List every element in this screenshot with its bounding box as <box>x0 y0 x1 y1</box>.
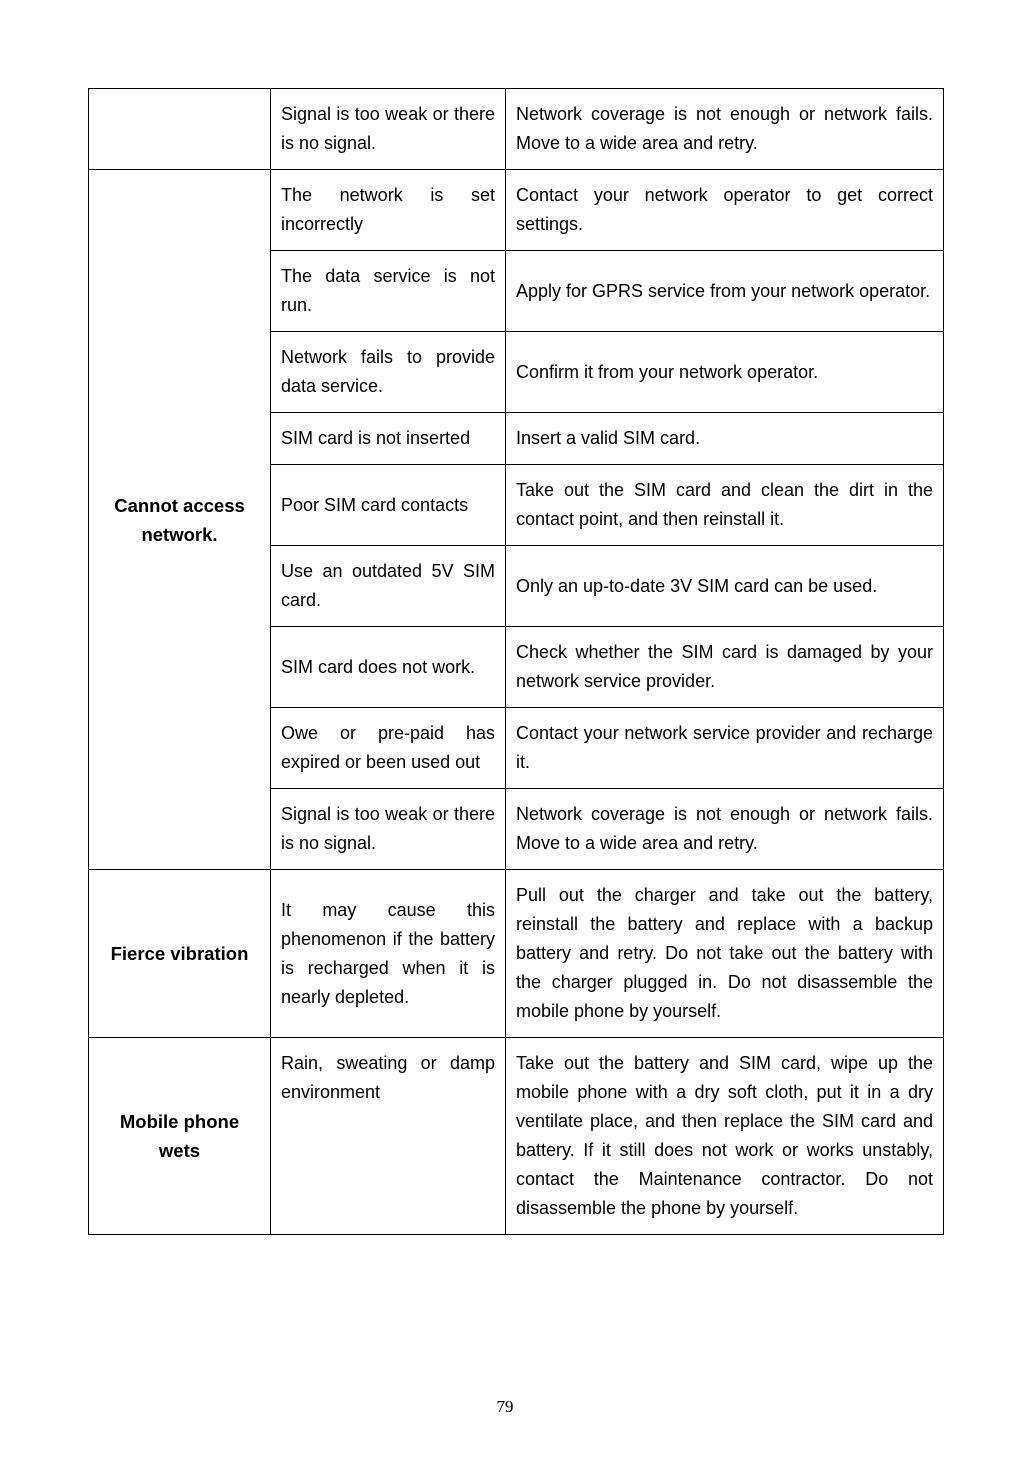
cause-cell: Use an outdated 5V SIM card. <box>271 546 506 627</box>
cause-cell: The data service is not run. <box>271 251 506 332</box>
table-row <box>89 870 944 1038</box>
solution-cell: Only an up-to-date 3V SIM card can be used. <box>506 546 944 627</box>
cause-cell: Signal is too weak or there is no signal. <box>271 789 506 870</box>
troubleshooting-table <box>88 88 944 1235</box>
solution-cell: Contact your network operator to get correct settings. <box>506 170 944 251</box>
cause-cell: Poor SIM card contacts <box>271 465 506 546</box>
solution-cell: Apply for GPRS service from your network operator. <box>506 251 944 332</box>
cause-cell: It may cause this phenomenon if the battery is recharged when it is nearly depleted. <box>271 870 506 1038</box>
solution-cell: Contact your network service provider and recharge it. <box>506 708 944 789</box>
table-row <box>89 89 944 170</box>
problem-cell: Fierce vibration <box>89 870 271 1038</box>
solution-cell: Take out the SIM card and clean the dirt in the contact point, and then reinstall it. <box>506 465 944 546</box>
problem-cell: Mobile phone wets <box>89 1038 271 1235</box>
cause-cell: Owe or pre-paid has expired or been used out <box>271 708 506 789</box>
cause-cell: SIM card is not inserted <box>271 413 506 465</box>
problem-cell: Cannot access network. <box>89 170 271 870</box>
cause-cell: Network fails to provide data service. <box>271 332 506 413</box>
table-row <box>89 170 944 251</box>
solution-cell: Insert a valid SIM card. <box>506 413 944 465</box>
cause-cell: Rain, sweating or damp environment <box>271 1038 506 1235</box>
solution-cell: Take out the battery and SIM card, wipe up the mobile phone with a dry soft cloth, put it in a dry ventilate place, and then replace the SIM card and battery. If it still does not work or works unstably, contact the Maintenance contractor. Do not disassemble the phone by yourself. <box>506 1038 944 1235</box>
page-number: 79 <box>496 1397 514 1416</box>
solution-cell: Network coverage is not enough or network fails. Move to a wide area and retry. <box>506 89 944 170</box>
solution-cell: Network coverage is not enough or network fails. Move to a wide area and retry. <box>506 789 944 870</box>
cause-cell: SIM card does not work. <box>271 627 506 708</box>
cause-cell: Signal is too weak or there is no signal. <box>271 89 506 170</box>
solution-cell: Confirm it from your network operator. <box>506 332 944 413</box>
table-row <box>89 1038 944 1235</box>
problem-cell <box>89 89 271 170</box>
solution-cell: Pull out the charger and take out the battery, reinstall the battery and replace with a backup battery and retry. Do not take out the battery with the charger plugged in. Do not disassemble the mobile phone by yourself. <box>506 870 944 1038</box>
cause-cell: The network is set incorrectly <box>271 170 506 251</box>
solution-cell: Check whether the SIM card is damaged by your network service provider. <box>506 627 944 708</box>
